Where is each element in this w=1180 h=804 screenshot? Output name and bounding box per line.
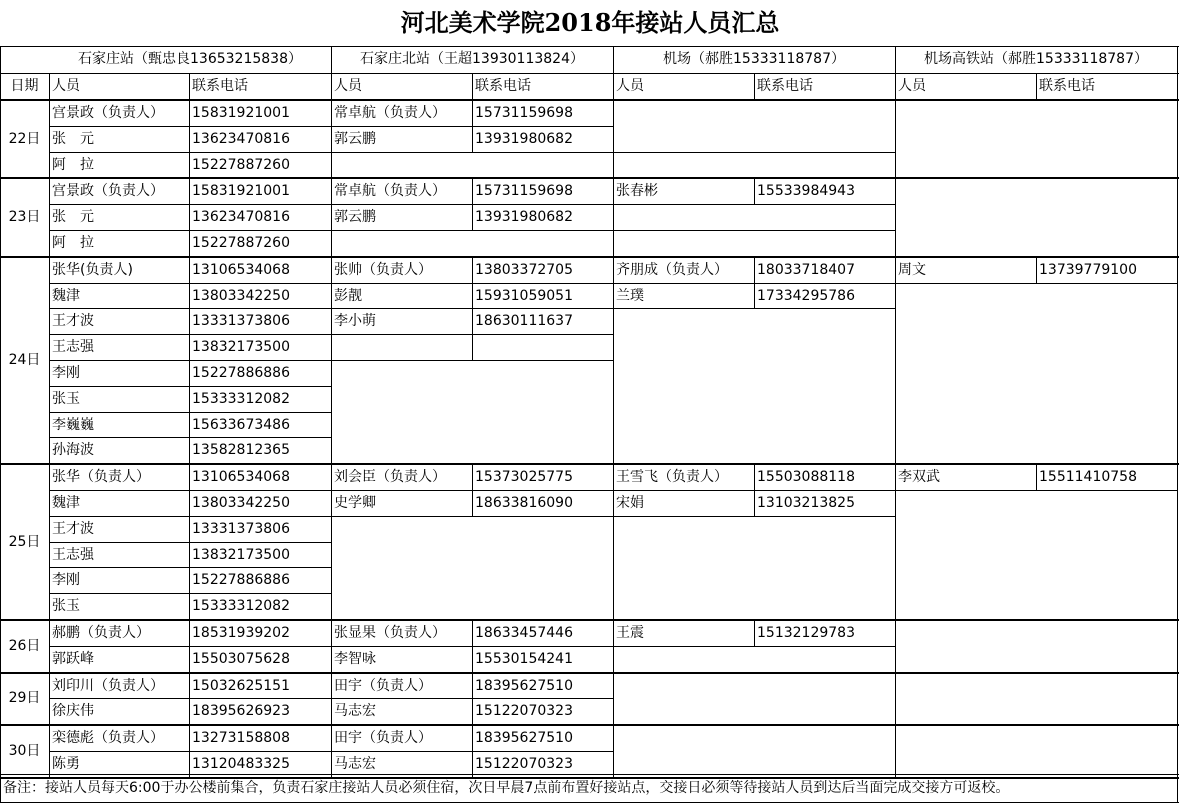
person-name: 李刚: [52, 365, 80, 381]
person-name: 阿 拉: [52, 235, 94, 251]
row-line: [331, 152, 613, 153]
cell-divider: [189, 308, 190, 334]
cell-divider: [472, 257, 473, 283]
person-name: 陈勇: [52, 756, 80, 772]
row-line: [331, 360, 613, 361]
station-divider: [331, 46, 332, 73]
cell-divider: [472, 725, 473, 751]
phone-number: 15227887260: [192, 235, 290, 251]
column-header-phone: 联系电话: [757, 78, 813, 94]
person-name: 张 元: [52, 209, 94, 226]
person-name: 李巍巍: [52, 416, 94, 433]
person-name: 齐朋成（负责人）: [616, 261, 728, 278]
cell-divider: [189, 100, 190, 126]
cell-divider: [189, 178, 190, 204]
person-name: 张春彬: [616, 183, 658, 200]
person-name: 刘会臣（负责人）: [334, 469, 446, 486]
day-label: 24日: [8, 352, 41, 368]
station-divider: [613, 46, 614, 73]
group-col-line: [895, 100, 896, 177]
row-line: [613, 646, 895, 647]
cell-divider: [754, 283, 755, 309]
person-name: 宋娟: [616, 495, 644, 511]
phone-number: 15227886886: [192, 572, 290, 589]
header-col-line: [189, 73, 190, 99]
cell-divider: [472, 126, 473, 152]
group-col-line: [895, 178, 896, 255]
day-label: 22日: [8, 130, 41, 147]
column-header-phone: 联系电话: [1039, 78, 1095, 94]
cell-divider: [189, 646, 190, 672]
person-name: 周文: [898, 261, 926, 278]
cell-divider: [189, 230, 190, 256]
cell-divider: [189, 152, 190, 178]
header-col-line: [1036, 73, 1037, 99]
cell-divider: [189, 567, 190, 593]
cell-divider: [189, 257, 190, 283]
phone-number: 15533984943: [757, 183, 855, 200]
phone-number: 13331373806: [192, 313, 290, 330]
row-line: [613, 152, 895, 153]
person-name: 张显果（负责人）: [334, 625, 446, 641]
footnote: 备注：接站人员每天6:00于办公楼前集合，负责石家庄接站人员必须住宿，次日早晨7点前布置好接站点，交接日必须等待接站人员到达后当面完成交接方可返校。: [3, 780, 1010, 796]
cell-divider: [754, 490, 755, 516]
person-name: 常卓航（负责人）: [334, 183, 446, 200]
header-col-line: [331, 73, 332, 99]
person-name: 王震: [616, 625, 644, 641]
cell-divider: [189, 751, 190, 777]
person-name: 李刚: [52, 572, 80, 589]
phone-number: 13120483325: [192, 756, 290, 772]
person-name: 魏津: [52, 287, 80, 304]
cell-divider: [1036, 464, 1037, 490]
row-line: [613, 516, 895, 517]
header-divider: [0, 73, 1179, 74]
phone-number: 13803342250: [192, 287, 290, 304]
day-label: 23日: [8, 209, 41, 226]
day-label: 29日: [8, 690, 41, 707]
cell-divider: [189, 698, 190, 724]
cell-divider: [472, 308, 473, 334]
group-col-line: [613, 673, 614, 725]
header-col-line: [895, 73, 896, 99]
station-divider: [895, 46, 896, 73]
station-header: 机场（郝胜15333118787）: [663, 51, 845, 67]
person-name: 李双武: [898, 469, 940, 486]
group-col-line: [895, 673, 896, 725]
phone-number: 15132129783: [757, 625, 855, 641]
phone-number: 13832173500: [192, 339, 290, 356]
person-name: 宫景政（负责人）: [52, 105, 164, 121]
phone-number: 15333312082: [192, 390, 290, 407]
station-header: 机场高铁站（郝胜15333118787）: [924, 51, 1148, 67]
cell-divider: [472, 490, 473, 516]
cell-divider: [189, 126, 190, 152]
cell-divider: [189, 620, 190, 646]
cell-divider: [189, 386, 190, 412]
cell-divider: [754, 178, 755, 204]
station-header: 石家庄站（甄忠良13653215838）: [78, 51, 302, 67]
row-line: [331, 230, 613, 231]
phone-number: 13106534068: [192, 469, 290, 486]
phone-number: 13832173500: [192, 546, 290, 563]
person-name: 王志强: [52, 339, 94, 356]
person-name: 张华(负责人): [52, 261, 133, 278]
phone-number: 18395627510: [475, 677, 573, 694]
header-col-line: [754, 73, 755, 99]
phone-number: 15032625151: [192, 677, 290, 694]
header-col-line: [49, 73, 50, 99]
phone-number: 15333312082: [192, 598, 290, 615]
person-name: 张帅（负责人）: [334, 261, 432, 278]
row-line: [331, 516, 613, 517]
phone-number: 18395626923: [192, 703, 290, 720]
phone-number: 18395627510: [475, 730, 573, 747]
phone-number: 15731159698: [475, 183, 573, 200]
phone-number: 13273158808: [192, 730, 290, 747]
person-name: 王雪飞（负责人）: [616, 469, 728, 486]
cell-divider: [189, 516, 190, 542]
person-name: 郭跃峰: [52, 650, 94, 667]
person-name: 宫景政（负责人）: [52, 183, 164, 200]
phone-number: 13623470816: [192, 209, 290, 226]
cell-divider: [472, 751, 473, 777]
phone-number: 15633673486: [192, 416, 290, 433]
phone-number: 13331373806: [192, 520, 290, 537]
cell-divider: [472, 620, 473, 646]
table-bottom-border: [0, 802, 1179, 803]
column-header-person: 人员: [898, 78, 926, 94]
column-header-person: 人员: [616, 78, 644, 94]
phone-number: 15731159698: [475, 105, 573, 121]
phone-number: 15122070323: [475, 703, 573, 720]
table-right-border: [1177, 46, 1178, 802]
phone-number: 13623470816: [192, 130, 290, 147]
row-line: [895, 283, 1177, 284]
day-label: 26日: [8, 637, 41, 654]
person-name: 常卓航（负责人）: [334, 105, 446, 121]
column-header-person: 人员: [52, 78, 80, 94]
person-name: 王志强: [52, 546, 94, 563]
phone-number: 13803342250: [192, 495, 290, 511]
station-header: 石家庄北站（王超13930113824）: [360, 51, 584, 67]
phone-number: 15373025775: [475, 469, 573, 486]
person-name: 田宇（负责人）: [334, 730, 432, 747]
person-name: 徐庆伟: [52, 703, 94, 720]
phone-number: 18633457446: [475, 625, 573, 641]
cell-divider: [189, 334, 190, 360]
person-name: 王才波: [52, 520, 94, 537]
column-header-phone: 联系电话: [475, 78, 531, 94]
phone-number: 15503088118: [757, 469, 855, 486]
header-col-line: [472, 73, 473, 99]
cell-divider: [189, 593, 190, 619]
cell-divider: [472, 646, 473, 672]
cell-divider: [472, 204, 473, 230]
cell-divider: [189, 542, 190, 568]
day-label: 30日: [8, 743, 41, 759]
person-name: 兰璞: [616, 287, 644, 304]
phone-number: 13103213825: [757, 495, 855, 511]
cell-divider: [754, 620, 755, 646]
person-name: 郭云鹏: [334, 209, 376, 226]
group-col-line: [613, 100, 614, 177]
cell-divider: [189, 204, 190, 230]
phone-number: 15931059051: [475, 287, 573, 304]
page-title: 河北美术学院2018年接站人员汇总: [400, 8, 780, 37]
cell-divider: [189, 673, 190, 699]
cell-divider: [754, 257, 755, 283]
person-name: 魏津: [52, 495, 80, 511]
cell-divider: [189, 283, 190, 309]
phone-number: 18033718407: [757, 261, 855, 278]
group-col-line: [895, 725, 896, 777]
cell-divider: [189, 725, 190, 751]
phone-number: 13931980682: [475, 130, 573, 147]
phone-number: 18531939202: [192, 625, 290, 641]
cell-divider: [472, 464, 473, 490]
phone-number: 13803372705: [475, 261, 573, 278]
person-name: 阿 拉: [52, 156, 94, 173]
person-name: 马志宏: [334, 703, 376, 720]
cell-divider: [472, 178, 473, 204]
cell-divider: [472, 283, 473, 309]
person-name: 刘印川（负责人）: [52, 677, 164, 694]
phone-number: 15831921001: [192, 105, 290, 121]
phone-number: 17334295786: [757, 287, 855, 304]
person-name: 彭靓: [334, 287, 362, 304]
group-col-line: [895, 257, 896, 463]
cell-divider: [1036, 257, 1037, 283]
cell-divider: [189, 490, 190, 516]
person-name: 马志宏: [334, 756, 376, 772]
phone-number: 15530154241: [475, 650, 573, 667]
cell-divider: [189, 412, 190, 438]
phone-number: 15227887260: [192, 156, 290, 173]
person-name: 张玉: [52, 390, 80, 407]
cell-divider: [189, 360, 190, 386]
person-name: 张华（负责人）: [52, 469, 150, 486]
cell-divider: [472, 698, 473, 724]
phone-number: 15227886886: [192, 365, 290, 381]
person-name: 王才波: [52, 313, 94, 330]
phone-number: 18633816090: [475, 495, 573, 511]
column-header-person: 人员: [334, 78, 362, 94]
phone-number: 15831921001: [192, 183, 290, 200]
person-name: 张 元: [52, 130, 94, 147]
cell-divider: [754, 464, 755, 490]
person-name: 李智咏: [334, 650, 376, 667]
phone-number: 13931980682: [475, 209, 573, 226]
column-header-phone: 联系电话: [192, 78, 248, 94]
person-name: 郭云鹏: [334, 130, 376, 147]
row-line: [895, 490, 1177, 491]
person-name: 史学卿: [334, 495, 376, 511]
phone-number: 15511410758: [1039, 469, 1137, 486]
person-name: 栾德彪（负责人）: [52, 730, 164, 747]
day-label: 25日: [8, 533, 41, 550]
person-name: 孙海波: [52, 442, 94, 459]
column-header-date: 日期: [10, 78, 39, 94]
cell-divider: [189, 464, 190, 490]
phone-number: 13739779100: [1039, 261, 1137, 278]
row-line: [613, 230, 895, 231]
group-col-line: [895, 620, 896, 672]
person-name: 田宇（负责人）: [334, 677, 432, 694]
phone-number: 13106534068: [192, 261, 290, 278]
person-name: 张玉: [52, 598, 80, 615]
cell-divider: [472, 100, 473, 126]
group-col-line: [613, 725, 614, 777]
row-line: [613, 204, 895, 205]
table-top-border: [0, 46, 1179, 47]
person-name: 李小萌: [334, 313, 376, 330]
phone-number: 15503075628: [192, 650, 290, 667]
phone-number: 13582812365: [192, 442, 290, 459]
cell-divider: [472, 673, 473, 699]
phone-number: 15122070323: [475, 756, 573, 772]
phone-number: 18630111637: [475, 313, 573, 330]
cell-divider: [189, 437, 190, 463]
row-line: [613, 308, 895, 309]
person-name: 郝鹏（负责人）: [52, 625, 150, 641]
cell-divider: [472, 334, 473, 360]
header-col-line: [613, 73, 614, 99]
